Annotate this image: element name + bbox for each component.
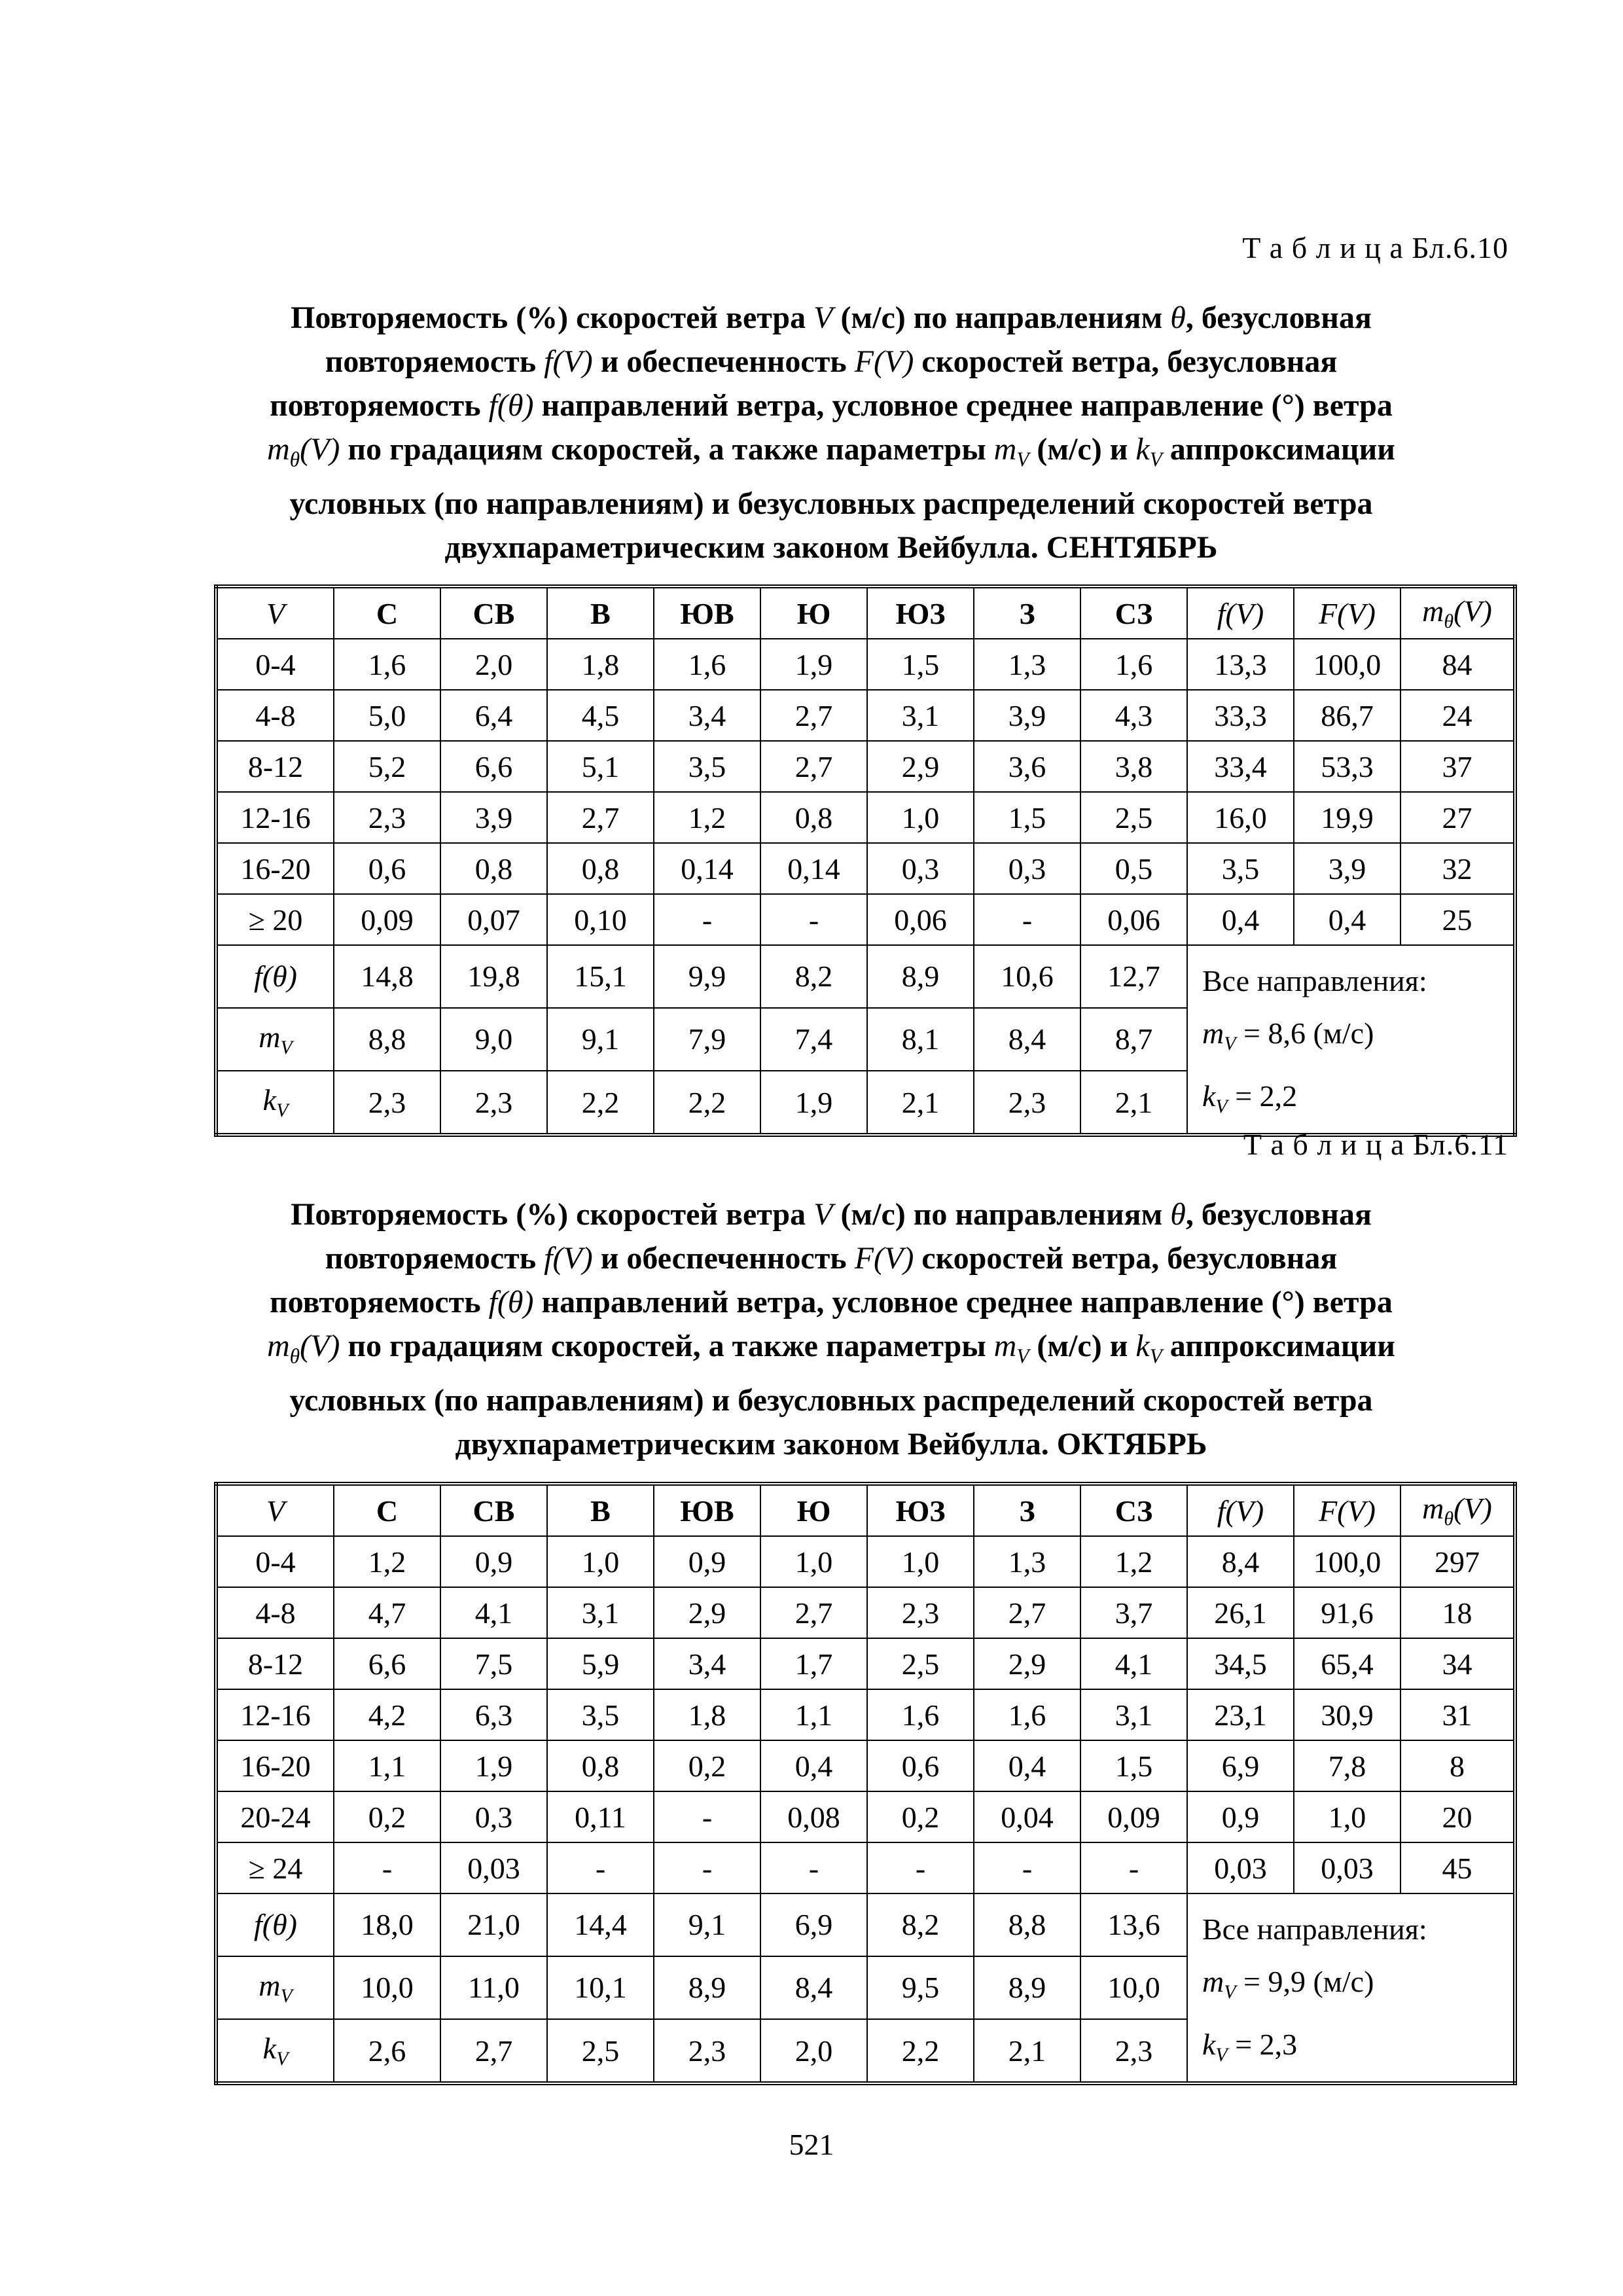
table-cell: 10,1 xyxy=(547,1956,654,2019)
parameter-label: $k_V$ xyxy=(216,2019,334,2083)
table-cell: 1,0 xyxy=(1294,1791,1400,1842)
table-cell: 1,6 xyxy=(1080,639,1187,690)
table-cell: 13,3 xyxy=(1187,639,1294,690)
table-cell: 9,1 xyxy=(654,1893,760,1956)
column-header: З xyxy=(974,1484,1080,1536)
table-cell: 0,8 xyxy=(547,1740,654,1791)
table-cell: 0,07 xyxy=(440,894,547,945)
table-cell: 0,14 xyxy=(760,843,867,894)
table-cell: 0,2 xyxy=(334,1791,440,1842)
table-cell: 1,9 xyxy=(760,1071,867,1135)
speed-gradation: 16-20 xyxy=(216,843,334,894)
table-cell: 7,9 xyxy=(654,1008,760,1071)
table-label: Т а б л и ц а Бл.6.11 xyxy=(1243,1128,1508,1161)
column-header: В xyxy=(547,586,654,639)
table-cell: - xyxy=(654,894,760,945)
speed-gradation: 0-4 xyxy=(216,639,334,690)
table-cell: 25 xyxy=(1400,894,1515,945)
table-cell: 1,9 xyxy=(440,1740,547,1791)
table-cell: 16,0 xyxy=(1187,792,1294,843)
table-cell: 2,3 xyxy=(334,1071,440,1135)
table-cell: 14,4 xyxy=(547,1893,654,1956)
table-cell: 0,3 xyxy=(440,1791,547,1842)
table-cell: 6,9 xyxy=(760,1893,867,1956)
table-cell: 2,7 xyxy=(974,1587,1080,1638)
table-cell: 0,14 xyxy=(654,843,760,894)
table-cell: 6,9 xyxy=(1187,1740,1294,1791)
table-cell: 0,03 xyxy=(440,1842,547,1893)
table-cell: 1,3 xyxy=(974,639,1080,690)
table-cell: 8,2 xyxy=(867,1893,974,1956)
column-header: ЮВ xyxy=(654,1484,760,1536)
table-cell: 0,10 xyxy=(547,894,654,945)
table-cell: 0,2 xyxy=(654,1740,760,1791)
table-cell: - xyxy=(547,1842,654,1893)
speed-gradation: ≥ 20 xyxy=(216,894,334,945)
table-cell: 37 xyxy=(1400,741,1515,792)
table-cell: 19,9 xyxy=(1294,792,1400,843)
table-cell: 1,5 xyxy=(974,792,1080,843)
table-cell: 100,0 xyxy=(1294,1536,1400,1587)
table-cell: 2,3 xyxy=(974,1071,1080,1135)
table-cell: 2,7 xyxy=(440,2019,547,2083)
table-cell: 45 xyxy=(1400,1842,1515,1893)
table-cell: 2,1 xyxy=(867,1071,974,1135)
table-cell: 4,1 xyxy=(440,1587,547,1638)
table-cell: 1,0 xyxy=(867,792,974,843)
speed-gradation: 16-20 xyxy=(216,1740,334,1791)
parameter-row xyxy=(216,1893,1515,1956)
table-cell: 33,4 xyxy=(1187,741,1294,792)
title-line: $m_\theta(V)$ по градациям скоростей, а также параметры $m_V$ (м/с) и $k_V$ аппроксимации xyxy=(267,432,1395,471)
table-cell: 2,7 xyxy=(760,1587,867,1638)
table-cell: 3,1 xyxy=(1080,1689,1187,1740)
column-header: СВ xyxy=(440,1484,547,1536)
table-cell: 2,9 xyxy=(654,1587,760,1638)
column-header: ЮВ xyxy=(654,586,760,639)
table-cell: 0,9 xyxy=(440,1536,547,1587)
table-cell: 3,6 xyxy=(974,741,1080,792)
table-row xyxy=(216,741,1515,792)
table-cell: 0,03 xyxy=(1294,1842,1400,1893)
summary-cell xyxy=(1187,1893,1515,2083)
table-row xyxy=(216,639,1515,690)
table-cell: 34,5 xyxy=(1187,1638,1294,1689)
summary-mv: $m_V = 8,6$ (м/с) xyxy=(1202,1016,1374,1055)
table-row xyxy=(216,1791,1515,1842)
table-cell: 1,2 xyxy=(1080,1536,1187,1587)
table-cell: 11,0 xyxy=(440,1956,547,2019)
table-cell: 2,9 xyxy=(974,1638,1080,1689)
table-cell: 1,0 xyxy=(867,1536,974,1587)
table-cell: 21,0 xyxy=(440,1893,547,1956)
table-cell: 0,3 xyxy=(974,843,1080,894)
column-header: ЮЗ xyxy=(867,1484,974,1536)
table-cell: 34 xyxy=(1400,1638,1515,1689)
table-cell: 3,5 xyxy=(547,1689,654,1740)
table-cell: 8,9 xyxy=(867,945,974,1008)
table-cell: 4,1 xyxy=(1080,1638,1187,1689)
table-cell: 0,3 xyxy=(867,843,974,894)
table-cell: - xyxy=(760,1842,867,1893)
table-cell: 0,06 xyxy=(1080,894,1187,945)
table-cell: 0,6 xyxy=(867,1740,974,1791)
table-row xyxy=(216,690,1515,741)
table-cell: 10,0 xyxy=(1080,1956,1187,2019)
table-cell: 0,8 xyxy=(547,843,654,894)
table-row xyxy=(216,1536,1515,1587)
column-header: $m_\theta(V)$ xyxy=(1400,586,1515,639)
table-row xyxy=(216,894,1515,945)
table-cell: 24 xyxy=(1400,690,1515,741)
table-cell: 2,2 xyxy=(547,1071,654,1135)
column-header: СЗ xyxy=(1080,586,1187,639)
table-cell: 8 xyxy=(1400,1740,1515,1791)
table-cell: 1,6 xyxy=(654,639,760,690)
table-cell: 4,2 xyxy=(334,1689,440,1740)
column-header: ЮЗ xyxy=(867,586,974,639)
table-cell: 4,5 xyxy=(547,690,654,741)
table-cell: 7,8 xyxy=(1294,1740,1400,1791)
table-cell: 30,9 xyxy=(1294,1689,1400,1740)
table-cell: 6,6 xyxy=(334,1638,440,1689)
table-cell: 1,5 xyxy=(1080,1740,1187,1791)
table-cell: 31 xyxy=(1400,1689,1515,1740)
table-cell: 2,3 xyxy=(654,2019,760,2083)
table-cell: 8,4 xyxy=(1187,1536,1294,1587)
table-cell: 7,5 xyxy=(440,1638,547,1689)
summary-label: Все направления: xyxy=(1202,964,1427,997)
table-cell: 2,5 xyxy=(1080,792,1187,843)
column-header: СЗ xyxy=(1080,1484,1187,1536)
speed-gradation: 20-24 xyxy=(216,1791,334,1842)
table-cell: 6,4 xyxy=(440,690,547,741)
parameter-label: $m_V$ xyxy=(216,1956,334,2019)
table-cell: 3,4 xyxy=(654,1638,760,1689)
column-header: F(V) xyxy=(1294,586,1400,639)
table-cell: 2,2 xyxy=(654,1071,760,1135)
table-cell: 2,3 xyxy=(440,1071,547,1135)
table-cell: 2,7 xyxy=(760,690,867,741)
table-cell: 23,1 xyxy=(1187,1689,1294,1740)
column-header: $m_\theta(V)$ xyxy=(1400,1484,1515,1536)
table-row xyxy=(216,792,1515,843)
summary-kv: $k_V = 2,2$ xyxy=(1202,1079,1298,1118)
table-cell: - xyxy=(760,894,867,945)
table-cell: 1,8 xyxy=(547,639,654,690)
table-cell: 0,9 xyxy=(654,1536,760,1587)
table-cell: 1,0 xyxy=(760,1536,867,1587)
title-line: повторяемость f(θ) направлений ветра, условное среднее направление (°) ветра xyxy=(270,388,1393,423)
table-cell: - xyxy=(867,1842,974,1893)
table-cell: 1,6 xyxy=(974,1689,1080,1740)
table-cell: 8,7 xyxy=(1080,1008,1187,1071)
table-cell: 26,1 xyxy=(1187,1587,1294,1638)
table-cell: 5,2 xyxy=(334,741,440,792)
table-cell: 1,9 xyxy=(760,639,867,690)
table-cell: 3,9 xyxy=(1294,843,1400,894)
table-cell: 18,0 xyxy=(334,1893,440,1956)
table-cell: 0,2 xyxy=(867,1791,974,1842)
column-header: V xyxy=(216,1484,334,1536)
table-cell: 3,9 xyxy=(974,690,1080,741)
table-cell: 91,6 xyxy=(1294,1587,1400,1638)
parameter-label: f(θ) xyxy=(216,945,334,1008)
table-cell: 10,0 xyxy=(334,1956,440,2019)
table-cell: 3,1 xyxy=(867,690,974,741)
table-cell: 13,6 xyxy=(1080,1893,1187,1956)
table-cell: 0,09 xyxy=(334,894,440,945)
title-line: повторяемость f(θ) направлений ветра, условное среднее направление (°) ветра xyxy=(270,1285,1393,1319)
table-cell: 8,4 xyxy=(974,1008,1080,1071)
column-header: F(V) xyxy=(1294,1484,1400,1536)
table-cell: 1,1 xyxy=(760,1689,867,1740)
table-cell: 0,5 xyxy=(1080,843,1187,894)
table-cell: - xyxy=(1080,1842,1187,1893)
speed-gradation: 8-12 xyxy=(216,741,334,792)
table-title xyxy=(196,1193,1466,1466)
title-line: условных (по направлениям) и безусловных распределений скоростей ветра xyxy=(289,1382,1373,1418)
table-cell: 0,06 xyxy=(867,894,974,945)
table-cell: 0,03 xyxy=(1187,1842,1294,1893)
table-cell: 9,1 xyxy=(547,1008,654,1071)
table-cell: 7,4 xyxy=(760,1008,867,1071)
table-cell: - xyxy=(654,1791,760,1842)
parameter-row xyxy=(216,945,1515,1008)
title-line: условных (по направлениям) и безусловных распределений скоростей ветра xyxy=(289,486,1373,521)
table-cell: 8,9 xyxy=(654,1956,760,2019)
column-header: С xyxy=(334,586,440,639)
table-cell: 15,1 xyxy=(547,945,654,1008)
table-cell: 1,5 xyxy=(867,639,974,690)
summary-kv: $k_V = 2,3$ xyxy=(1202,2028,1298,2066)
table-cell: 2,1 xyxy=(974,2019,1080,2083)
speed-gradation: 4-8 xyxy=(216,1587,334,1638)
table-cell: 1,1 xyxy=(334,1740,440,1791)
column-header: Ю xyxy=(760,586,867,639)
column-header: С xyxy=(334,1484,440,1536)
title-line: повторяемость f(V) и обеспеченность F(V) скоростей ветра, безусловная xyxy=(325,1241,1338,1276)
table-cell: 27 xyxy=(1400,792,1515,843)
column-header: З xyxy=(974,586,1080,639)
title-line: повторяемость f(V) и обеспеченность F(V) скоростей ветра, безусловная xyxy=(325,344,1338,379)
table-cell: 2,7 xyxy=(760,741,867,792)
table-cell: 8,9 xyxy=(974,1956,1080,2019)
column-header: V xyxy=(216,586,334,639)
table-cell: 8,1 xyxy=(867,1008,974,1071)
table-cell: 9,5 xyxy=(867,1956,974,2019)
table-cell: 5,1 xyxy=(547,741,654,792)
summary-mv: $m_V = 9,9$ (м/с) xyxy=(1202,1965,1374,2003)
summary-cell xyxy=(1187,945,1515,1135)
table-cell: 2,5 xyxy=(867,1638,974,1689)
table-cell: 0,08 xyxy=(760,1791,867,1842)
table-cell: 2,0 xyxy=(760,2019,867,2083)
summary-label: Все направления: xyxy=(1202,1912,1427,1946)
table-title xyxy=(196,296,1466,569)
table-cell: 8,8 xyxy=(974,1893,1080,1956)
table-cell: 84 xyxy=(1400,639,1515,690)
table-row xyxy=(216,1740,1515,1791)
table-cell: 1,7 xyxy=(760,1638,867,1689)
parameter-label: $k_V$ xyxy=(216,1071,334,1135)
table-cell: 2,3 xyxy=(334,792,440,843)
table-cell: 53,3 xyxy=(1294,741,1400,792)
table-cell: 2,0 xyxy=(440,639,547,690)
column-header: В xyxy=(547,1484,654,1536)
table-cell: 3,8 xyxy=(1080,741,1187,792)
page-number: 521 xyxy=(789,2128,834,2161)
table-cell: 2,5 xyxy=(547,2019,654,2083)
table-cell: 12,7 xyxy=(1080,945,1187,1008)
title-line: двухпараметрическим законом Вейбулла. ОКТЯБРЬ xyxy=(455,1426,1207,1462)
table-cell: 65,4 xyxy=(1294,1638,1400,1689)
table-cell: 3,1 xyxy=(547,1587,654,1638)
table-cell: 3,5 xyxy=(654,741,760,792)
table-cell: 33,3 xyxy=(1187,690,1294,741)
table-cell: 1,8 xyxy=(654,1689,760,1740)
header-row xyxy=(216,1484,1515,1536)
table-cell: 0,4 xyxy=(760,1740,867,1791)
table-cell: 0,6 xyxy=(334,843,440,894)
table-cell: 1,6 xyxy=(334,639,440,690)
table-row xyxy=(216,1638,1515,1689)
column-header: СВ xyxy=(440,586,547,639)
speed-gradation: 8-12 xyxy=(216,1638,334,1689)
table-cell: 20 xyxy=(1400,1791,1515,1842)
table-cell: 2,3 xyxy=(867,1587,974,1638)
table-cell: 1,2 xyxy=(654,792,760,843)
table-row xyxy=(216,843,1515,894)
table-row xyxy=(216,1587,1515,1638)
column-header: f(V) xyxy=(1187,1484,1294,1536)
header-row xyxy=(216,586,1515,639)
table-cell: 32 xyxy=(1400,843,1515,894)
table-cell: 8,8 xyxy=(334,1008,440,1071)
table-cell: 9,9 xyxy=(654,945,760,1008)
table-cell: 2,7 xyxy=(547,792,654,843)
table-cell: 0,9 xyxy=(1187,1791,1294,1842)
table-row xyxy=(216,1842,1515,1893)
table-cell: 0,8 xyxy=(440,843,547,894)
table-cell: 14,8 xyxy=(334,945,440,1008)
table-row xyxy=(216,1689,1515,1740)
speed-gradation: 4-8 xyxy=(216,690,334,741)
table-cell: 3,5 xyxy=(1187,843,1294,894)
table-cell: 2,2 xyxy=(867,2019,974,2083)
column-header: f(V) xyxy=(1187,586,1294,639)
parameter-label: $m_V$ xyxy=(216,1008,334,1071)
table-cell: 3,4 xyxy=(654,690,760,741)
table-cell: 0,04 xyxy=(974,1791,1080,1842)
table-cell: 5,9 xyxy=(547,1638,654,1689)
table-cell: 10,6 xyxy=(974,945,1080,1008)
data-table xyxy=(214,584,1517,1137)
table-cell: 1,2 xyxy=(334,1536,440,1587)
title-line: двухпараметрическим законом Вейбулла. СЕНТЯБРЬ xyxy=(444,529,1218,565)
table-cell: 6,6 xyxy=(440,741,547,792)
table-cell: 4,7 xyxy=(334,1587,440,1638)
speed-gradation: 12-16 xyxy=(216,792,334,843)
table-cell: 3,9 xyxy=(440,792,547,843)
table-cell: 297 xyxy=(1400,1536,1515,1587)
table-cell: 2,9 xyxy=(867,741,974,792)
table-cell: 9,0 xyxy=(440,1008,547,1071)
parameter-label: f(θ) xyxy=(216,1893,334,1956)
table-cell: 3,7 xyxy=(1080,1587,1187,1638)
table-cell: 2,3 xyxy=(1080,2019,1187,2083)
table-cell: 6,3 xyxy=(440,1689,547,1740)
table-cell: - xyxy=(974,894,1080,945)
title-line: $m_\theta(V)$ по градациям скоростей, а также параметры $m_V$ (м/с) и $k_V$ аппроксимации xyxy=(267,1329,1395,1368)
data-table xyxy=(214,1482,1517,2085)
speed-gradation: ≥ 24 xyxy=(216,1842,334,1893)
speed-gradation: 12-16 xyxy=(216,1689,334,1740)
table-cell: 2,1 xyxy=(1080,1071,1187,1135)
table-cell: 19,8 xyxy=(440,945,547,1008)
table-cell: 5,0 xyxy=(334,690,440,741)
table-cell: - xyxy=(654,1842,760,1893)
table-cell: 8,2 xyxy=(760,945,867,1008)
table-cell: 0,4 xyxy=(1187,894,1294,945)
table-cell: 1,0 xyxy=(547,1536,654,1587)
table-cell: 4,3 xyxy=(1080,690,1187,741)
speed-gradation: 0-4 xyxy=(216,1536,334,1587)
table-cell: 8,4 xyxy=(760,1956,867,2019)
table-cell: 100,0 xyxy=(1294,639,1400,690)
table-cell: 0,4 xyxy=(974,1740,1080,1791)
table-cell: 0,09 xyxy=(1080,1791,1187,1842)
table-cell: 0,4 xyxy=(1294,894,1400,945)
table-cell: 2,6 xyxy=(334,2019,440,2083)
table-cell: 18 xyxy=(1400,1587,1515,1638)
title-line: Повторяемость (%) скоростей ветра V (м/с) по направлениям θ, безусловная xyxy=(291,300,1372,335)
table-cell: 86,7 xyxy=(1294,690,1400,741)
column-header: Ю xyxy=(760,1484,867,1536)
table-cell: - xyxy=(334,1842,440,1893)
table-cell: - xyxy=(974,1842,1080,1893)
table-cell: 0,11 xyxy=(547,1791,654,1842)
table-label: Т а б л и ц а Бл.6.10 xyxy=(1242,231,1508,264)
title-line: Повторяемость (%) скоростей ветра V (м/с) по направлениям θ, безусловная xyxy=(291,1197,1372,1232)
table-cell: 1,6 xyxy=(867,1689,974,1740)
table-cell: 1,3 xyxy=(974,1536,1080,1587)
table-cell: 0,8 xyxy=(760,792,867,843)
